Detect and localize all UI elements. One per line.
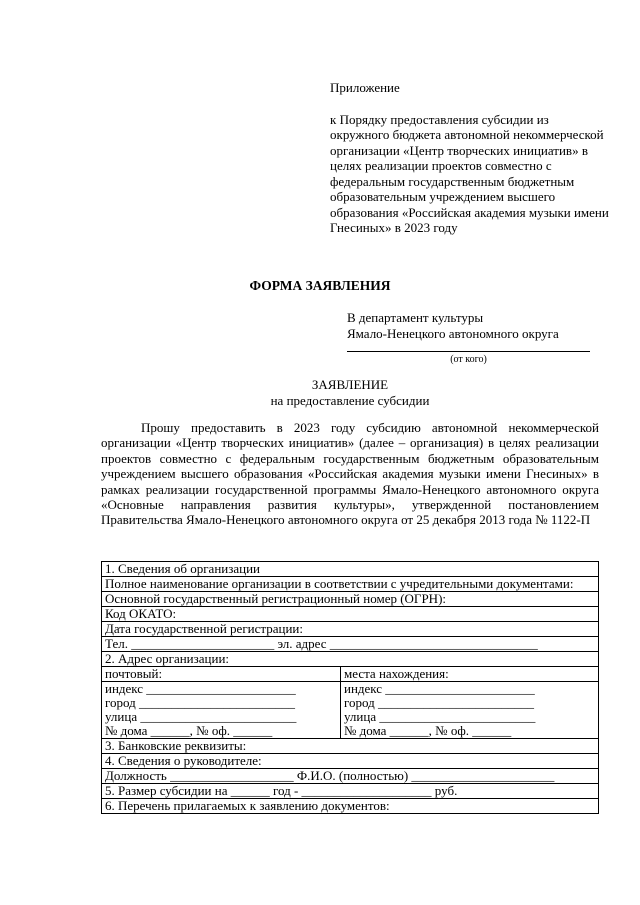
postal-city-field: город ________________________	[105, 695, 295, 710]
addressee-line-2: Ямало-Ненецкого автономного округа	[347, 326, 559, 341]
application-form-table	[101, 561, 599, 814]
section-3-header: 3. Банковские реквизиты:	[102, 739, 599, 754]
appendix-block	[330, 80, 610, 236]
from-caption: (от кого)	[450, 354, 487, 365]
postal-street-field: улица ________________________	[105, 709, 297, 724]
appendix-heading: Приложение	[330, 80, 400, 95]
application-body: Прошу предоставить в 2023 году субсидию автономной некоммерческой организации «Центр творческих инициатив» (далее – организация) в целях реализации проектов совместно с федеральным государственным бюджетным образовательным учреждением высшего образования «Российская академия музыки имени Гнесиных» в рамках реализации государственной программы Ямало-Ненецкого автономного округа «Основные направления развития культуры», утвержденной постановлением Правительства Ямало-Ненецкого автономного округа от 25 декабря 2013 года № 1122-П	[101, 420, 599, 528]
full-name-field: Полное наименование организации в соответствии с учредительными документами:	[102, 577, 599, 592]
location-house-field: № дома ______, № оф. ______	[344, 723, 512, 738]
application-subtitle: на предоставление субсидии	[270, 393, 430, 408]
section-6-header: 6. Перечень прилагаемых к заявлению документов:	[102, 799, 599, 814]
postal-index-field: индекс _______________________	[105, 681, 296, 696]
position-name-field: Должность ___________________ Ф.И.О. (полностью) ______________________	[102, 769, 599, 784]
application-title: ЗАЯВЛЕНИЕ	[311, 377, 389, 392]
section-1-header: 1. Сведения об организации	[102, 562, 599, 577]
phone-email-field: Тел. ______________________ эл. адрес ________________________________	[102, 637, 599, 652]
okato-field: Код ОКАТО:	[102, 607, 599, 622]
application-title-block	[0, 377, 640, 409]
location-street-field: улица ________________________	[344, 709, 536, 724]
appendix-text: к Порядку предоставления субсидии из окружного бюджета автономной некоммерческой организации «Центр творческих инициатив» в целях реализации проектов совместно с федеральным государственным бюджетным образовательным учреждением высшего образования «Российская академия музыки имени Гнесиных» в 2023 году	[330, 111, 609, 235]
from-signature-line	[347, 351, 590, 352]
location-address-header: места нахождения:	[341, 667, 599, 682]
section-4-header: 4. Сведения о руководителе:	[102, 754, 599, 769]
section-5-header: 5. Размер субсидии на ______ год - ____________________ руб.	[102, 784, 599, 799]
postal-address-header: почтовый:	[102, 667, 341, 682]
ogrn-field: Основной государственный регистрационный номер (ОГРН):	[102, 592, 599, 607]
section-2-header: 2. Адрес организации:	[102, 652, 599, 667]
location-address-block	[341, 682, 599, 739]
location-city-field: город ________________________	[344, 695, 534, 710]
addressee-line-1: В департамент культуры	[347, 310, 484, 325]
postal-address-block	[102, 682, 341, 739]
addressee-block	[347, 310, 607, 342]
form-title: ФОРМА ЗАЯВЛЕНИЯ	[249, 278, 391, 293]
postal-house-field: № дома ______, № оф. ______	[105, 723, 273, 738]
reg-date-field: Дата государственной регистрации:	[102, 622, 599, 637]
location-index-field: индекс _______________________	[344, 681, 535, 696]
